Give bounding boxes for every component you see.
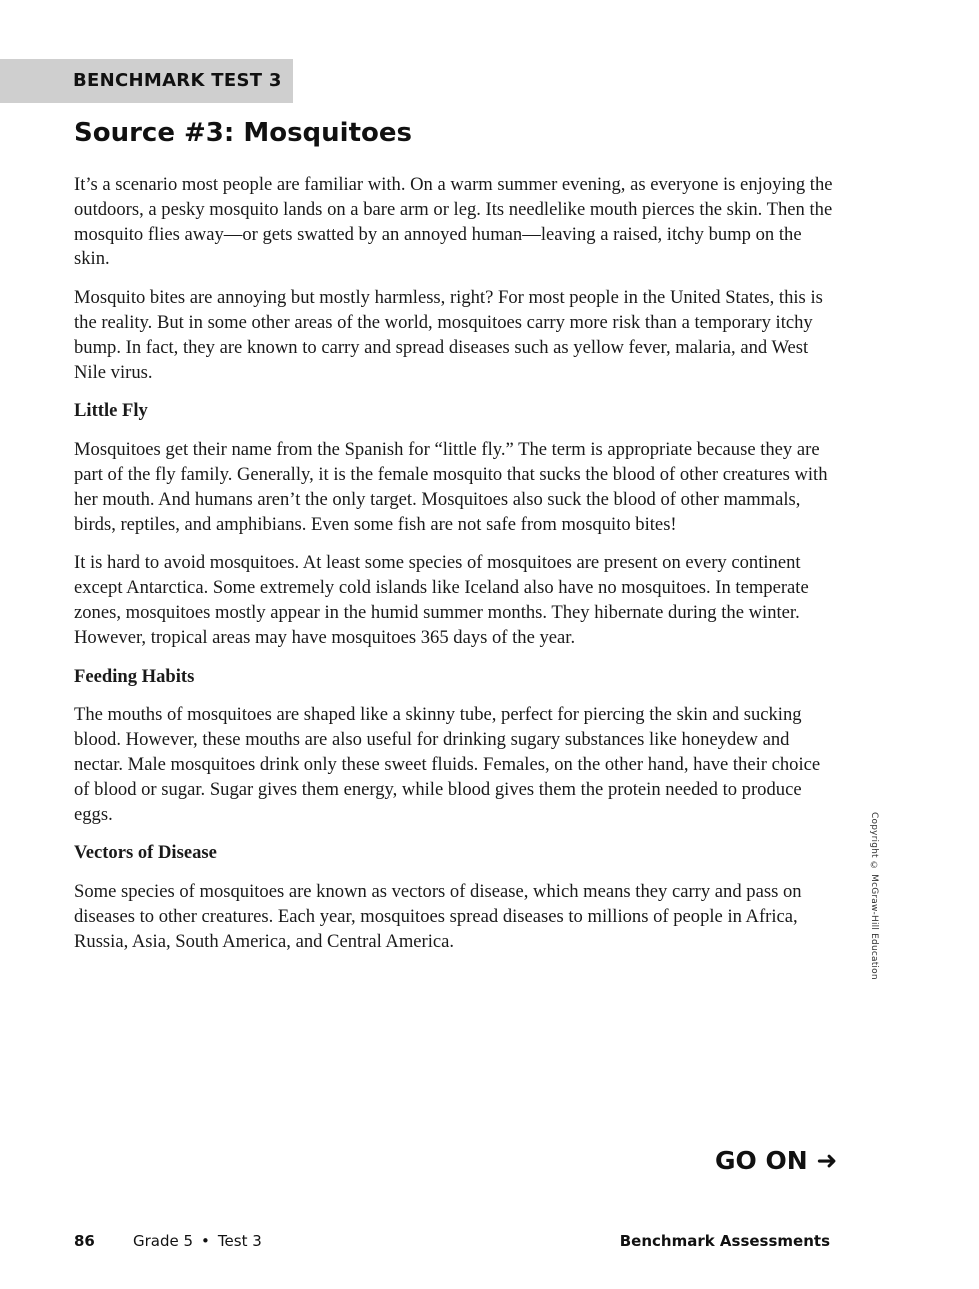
paragraph: Some species of mosquitoes are known as vectors of disease, which means they carry and pass on diseases to other creatures. Each year, mosquitoes spread diseases to millions of people in Africa, Russia, Asia, South America, and Central America. bbox=[74, 881, 802, 952]
paragraph: It is hard to avoid mosquitoes. At least some species of mosquitoes are present on every continent except Antarctica. Some extremely cold islands like Iceland also have no mosquitoes. In temperate zones, mosquitoes mostly appear in the humid summer months. They hibernate during the winter. However, tropical areas may have mosquitoes 365 days of the year. bbox=[74, 552, 809, 648]
copyright-note: Copyright © McGraw-Hill Education bbox=[869, 812, 879, 980]
separator-dot: • bbox=[201, 1232, 210, 1250]
test-label: Test 3 bbox=[217, 1232, 262, 1250]
section-heading-vectors-of-disease: Vectors of Disease bbox=[74, 842, 217, 864]
go-on-indicator bbox=[715, 1146, 837, 1175]
article-body bbox=[74, 173, 834, 969]
section-heading-feeding-habits: Feeding Habits bbox=[74, 665, 195, 687]
series-title: Benchmark Assessments bbox=[619, 1232, 830, 1250]
grade-test-label bbox=[133, 1232, 262, 1250]
page-title: Source #3: Mosquitoes bbox=[74, 118, 412, 148]
section-heading-little-fly: Little Fly bbox=[74, 400, 148, 422]
arrow-right-icon: ➜ bbox=[816, 1146, 838, 1175]
paragraph: Mosquitoes get their name from the Spanish for “little fly.” The term is appropriate because they are part of the fly family. Generally, it is the female mosquito that sucks the blood of other creatures with her mouth. And humans aren’t the only target. Mosquitoes also suck the blood of other mammals, birds, reptiles, and amphibians. Even some fish are not safe from mosquito bites! bbox=[74, 439, 828, 535]
test-header-label: BENCHMARK TEST 3 bbox=[73, 70, 282, 91]
test-header-band bbox=[0, 59, 293, 103]
paragraph: The mouths of mosquitoes are shaped like a skinny tube, perfect for piercing the skin and sucking blood. However, these mouths are also useful for drinking sugary substances like honeydew and nectar. Male mosquitoes drink only these sweet fluids. Females, on the other hand, have their choice of blood or sugar. Sugar gives them energy, while blood gives them the protein needed to produce eggs. bbox=[74, 704, 821, 825]
paragraph: Mosquito bites are annoying but mostly harmless, right? For most people in the United States, this is the reality. But in some other areas of the world, mosquitoes carry more risk than a temporary itchy bump. In fact, they are known to carry and spread diseases such as yellow fever, malaria, and West Nile virus. bbox=[74, 287, 823, 383]
paragraph: It’s a scenario most people are familiar with. On a warm summer evening, as everyone is enjoying the outdoors, a pesky mosquito lands on a bare arm or leg. Its needlelike mouth pierces the skin. Then the mosquito flies away—or gets swatted by an annoyed human—leaving a raised, itchy bump on the skin. bbox=[74, 174, 833, 270]
grade-label: Grade 5 bbox=[133, 1232, 194, 1250]
go-on-label: GO ON bbox=[715, 1146, 808, 1175]
page-number: 86 bbox=[74, 1232, 95, 1250]
